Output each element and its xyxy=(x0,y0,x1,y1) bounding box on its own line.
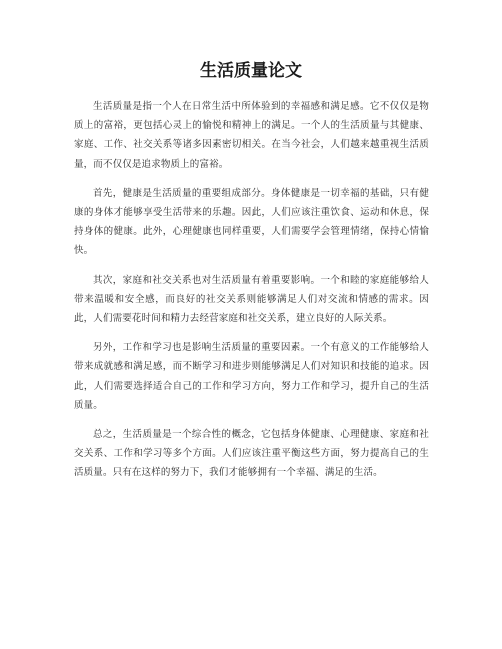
paragraph-intro: 生活质量是指一个人在日常生活中所体验到的幸福感和满足感。它不仅仅是物质上的富裕，更包括心灵上的愉悦和精神上的满足。一个人的生活质量与其健康、家庭、工作、社交关系等诸多因素密切相关。在当今社会，人们越来越重视生活质量，而不仅仅是追求物质上的富裕。 xyxy=(74,101,429,170)
paragraph-work-study: 另外，工作和学习也是影响生活质量的重要因素。一个有意义的工作能够给人带来成就感和满足感，而不断学习和进步则能够满足人们对知识和技能的追求。因此，人们需要选择适合自己的工作和学习方向，努力工作和学习，提升自己的生活质量。 xyxy=(74,342,429,411)
document-title: 生活质量论文 xyxy=(200,61,302,81)
document-body xyxy=(74,97,429,493)
paragraph-health: 首先，健康是生活质量的重要组成部分。身体健康是一切幸福的基础，只有健康的身体才能够享受生活带来的乐趣。因此，人们应该注重饮食、运动和休息，保持身体的健康。此外，心理健康也同样重要，人们需要学会管理情绪，保持心情愉快。 xyxy=(74,187,429,257)
paragraph-conclusion: 总之，生活质量是一个综合性的概念，它包括身体健康、心理健康、家庭和社交关系、工作和学习等多个方面。人们应该注重平衡这些方面，努力提高自己的生活质量。只有在这样的努力下，我们才能够拥有一个幸福、满足的生活。 xyxy=(74,429,429,479)
paragraph-family-social: 其次，家庭和社交关系也对生活质量有着重要影响。一个和睦的家庭能够给人带来温暖和安全感，而良好的社交关系则能够满足人们对交流和情感的需求。因此，人们需要花时间和精力去经营家庭和社交关系，建立良好的人际关系。 xyxy=(74,274,429,325)
